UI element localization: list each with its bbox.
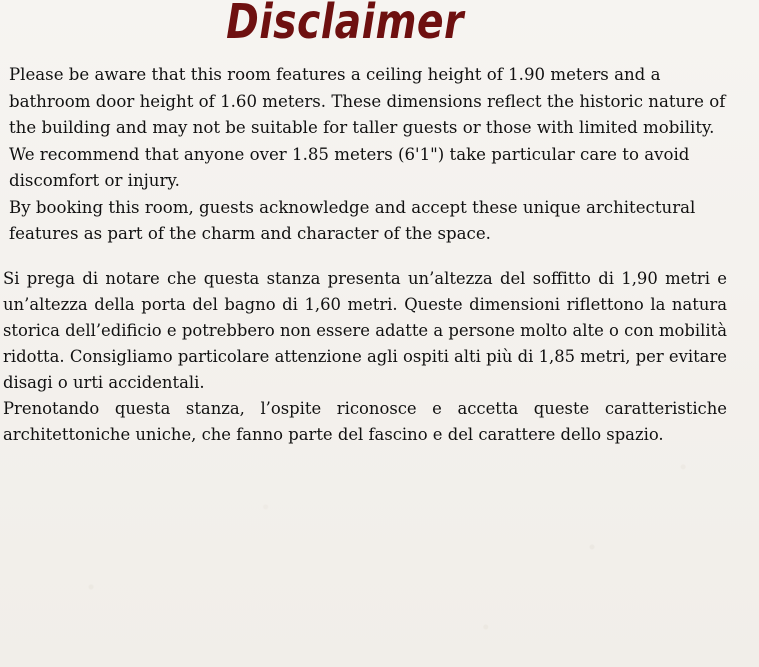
page-title: Disclaimer <box>226 0 464 50</box>
italian-paragraph-booking-acknowledgement: Prenotando questa stanza, l’ospite riconosce e accetta queste caratteristiche architettoniche uniche, che fanno parte del fascino e del carattere dello spazio. <box>3 399 727 444</box>
english-disclaimer <box>9 62 739 248</box>
italian-paragraph-ceiling-height: Si prega di notare che questa stanza presenta un’altezza del soffitto di 1,90 metri e un’altezza della porta del bagno di 1,60 metri. Queste dimensioni riflettono la natura storica dell’edificio e potrebbero non essere adatte a persone molto alte o con mobilità ridotta. Consigliamo particolare attenzione agli ospiti alti più di 1,85 metri, per evitare disagi o urti accidentali. <box>3 269 727 392</box>
english-paragraph-booking-acknowledgement: By booking this room, guests acknowledge and accept these unique architectural features as part of the charm and character of the space. <box>9 197 696 243</box>
italian-disclaimer <box>3 266 727 448</box>
english-paragraph-ceiling-height: Please be aware that this room features a ceiling height of 1.90 meters and a bathroom door height of 1.60 meters. These dimensions reflect the historic nature of the building and may not be suitable for taller guests or those with limited mobility. We recommend that anyone over 1.85 meters (6'1") take particular care to avoid discomfort or injury. <box>9 65 726 190</box>
